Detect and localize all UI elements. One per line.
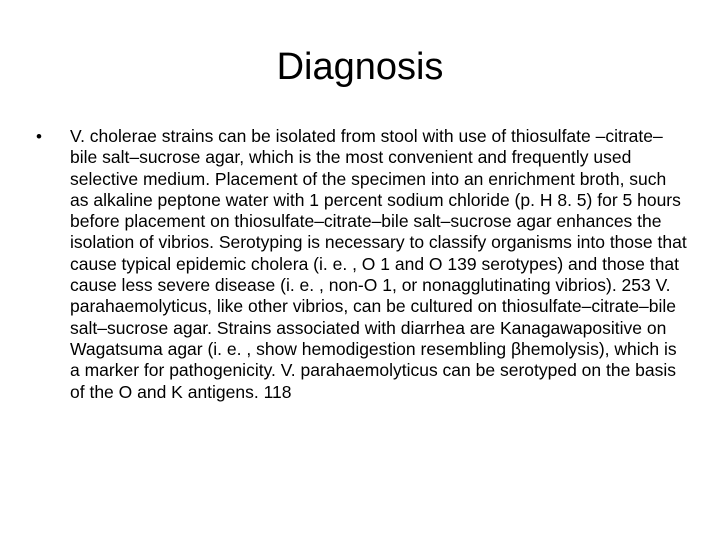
- bullet-list: [36, 126, 688, 403]
- bullet-icon: •: [36, 127, 42, 146]
- slide-title: Diagnosis: [276, 46, 444, 88]
- bullet-item: [36, 126, 688, 403]
- bullet-text: V. cholerae strains can be isolated from stool with use of thiosulfate –citrate–bile salt–sucrose agar, which is the most convenient and frequently used selective medium. Placement of the specimen into an enrichment broth, such as alkaline peptone water with 1 percent sodium chloride (p. H 8. 5) for 5 hours before placement on thiosulfate–citrate–bile salt–sucrose agar enhances the isolation of vibrios. Serotyping is necessary to classify organisms into those that cause typical epidemic cholera (i. e. , O 1 and O 139 serotypes) and those that cause less severe disease (i. e. , non-O 1, or nonagglutinating vibrios). 253 V. parahaemolyticus, like other vibrios, can be cultured on thiosulfate–citrate–bile salt–sucrose agar. Strains associated with diarrhea are Kanagawapositive on Wagatsuma agar (i. e. , show hemodigestion resembling βhemolysis), which is a marker for pathogenicity. V. parahaemolyticus can be serotyped on the basis of the O and K antigens. 118: [70, 126, 687, 402]
